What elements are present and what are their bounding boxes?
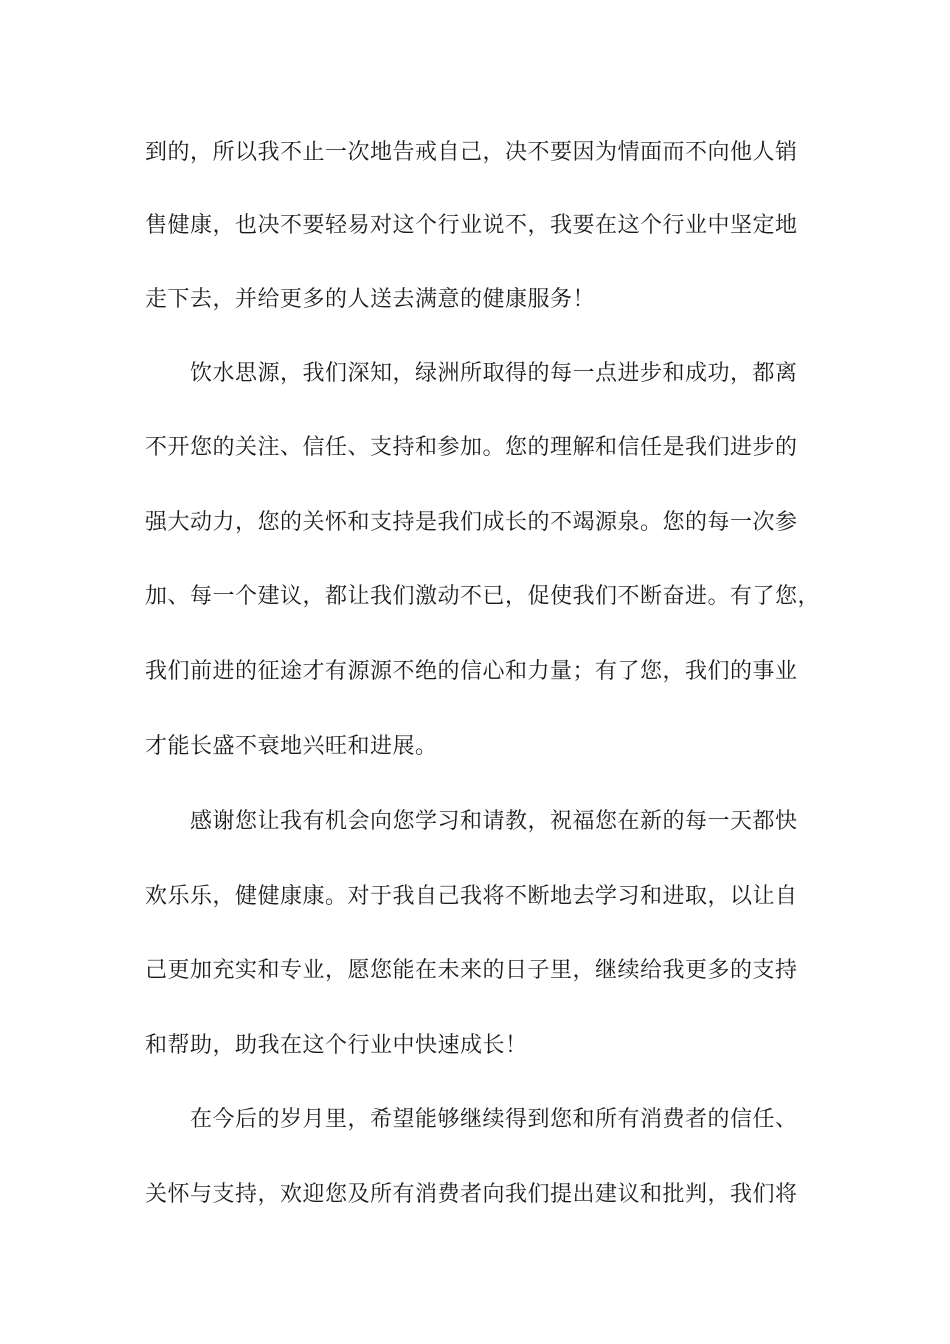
text-line: 走下去，并给更多的人送去满意的健康服务！ [145, 287, 596, 312]
text-line: 不开您的关注、信任、支持和参加。您的理解和信任是我们进步的 [145, 435, 798, 460]
text-line: 售健康，也决不要轻易对这个行业说不，我要在这个行业中坚定地 [145, 213, 798, 238]
text-line: 和帮助，助我在这个行业中快速成长！ [145, 1033, 528, 1058]
text-line: 才能长盛不衰地兴旺和进展。 [145, 734, 438, 759]
text-line: 到的，所以我不止一次地告戒自己，决不要因为情面而不向他人销 [145, 140, 798, 165]
text-line: 己更加充实和专业，愿您能在未来的日子里，继续给我更多的支持 [145, 958, 798, 983]
paragraph-first-line: 饮水思源，我们深知，绿洲所取得的每一点进步和成功，都离 [190, 361, 798, 386]
paragraph-first-line: 感谢您让我有机会向您学习和请教，祝福您在新的每一天都快 [190, 809, 798, 834]
text-line: 加、每一个建议，都让我们激动不已，促使我们不断奋进。有了您， [145, 584, 821, 609]
text-line: 欢乐乐，健健康康。对于我自己我将不断地去学习和进取，以让自 [145, 884, 798, 909]
text-line: 我们前进的征途才有源源不绝的信心和力量；有了您，我们的事业 [145, 659, 798, 684]
paragraph-first-line: 在今后的岁月里，希望能够继续得到您和所有消费者的信任、 [190, 1107, 798, 1132]
text-line: 强大动力，您的关怀和支持是我们成长的不竭源泉。您的每一次参 [145, 510, 798, 535]
text-line: 关怀与支持，欢迎您及所有消费者向我们提出建议和批判，我们将 [145, 1182, 798, 1207]
